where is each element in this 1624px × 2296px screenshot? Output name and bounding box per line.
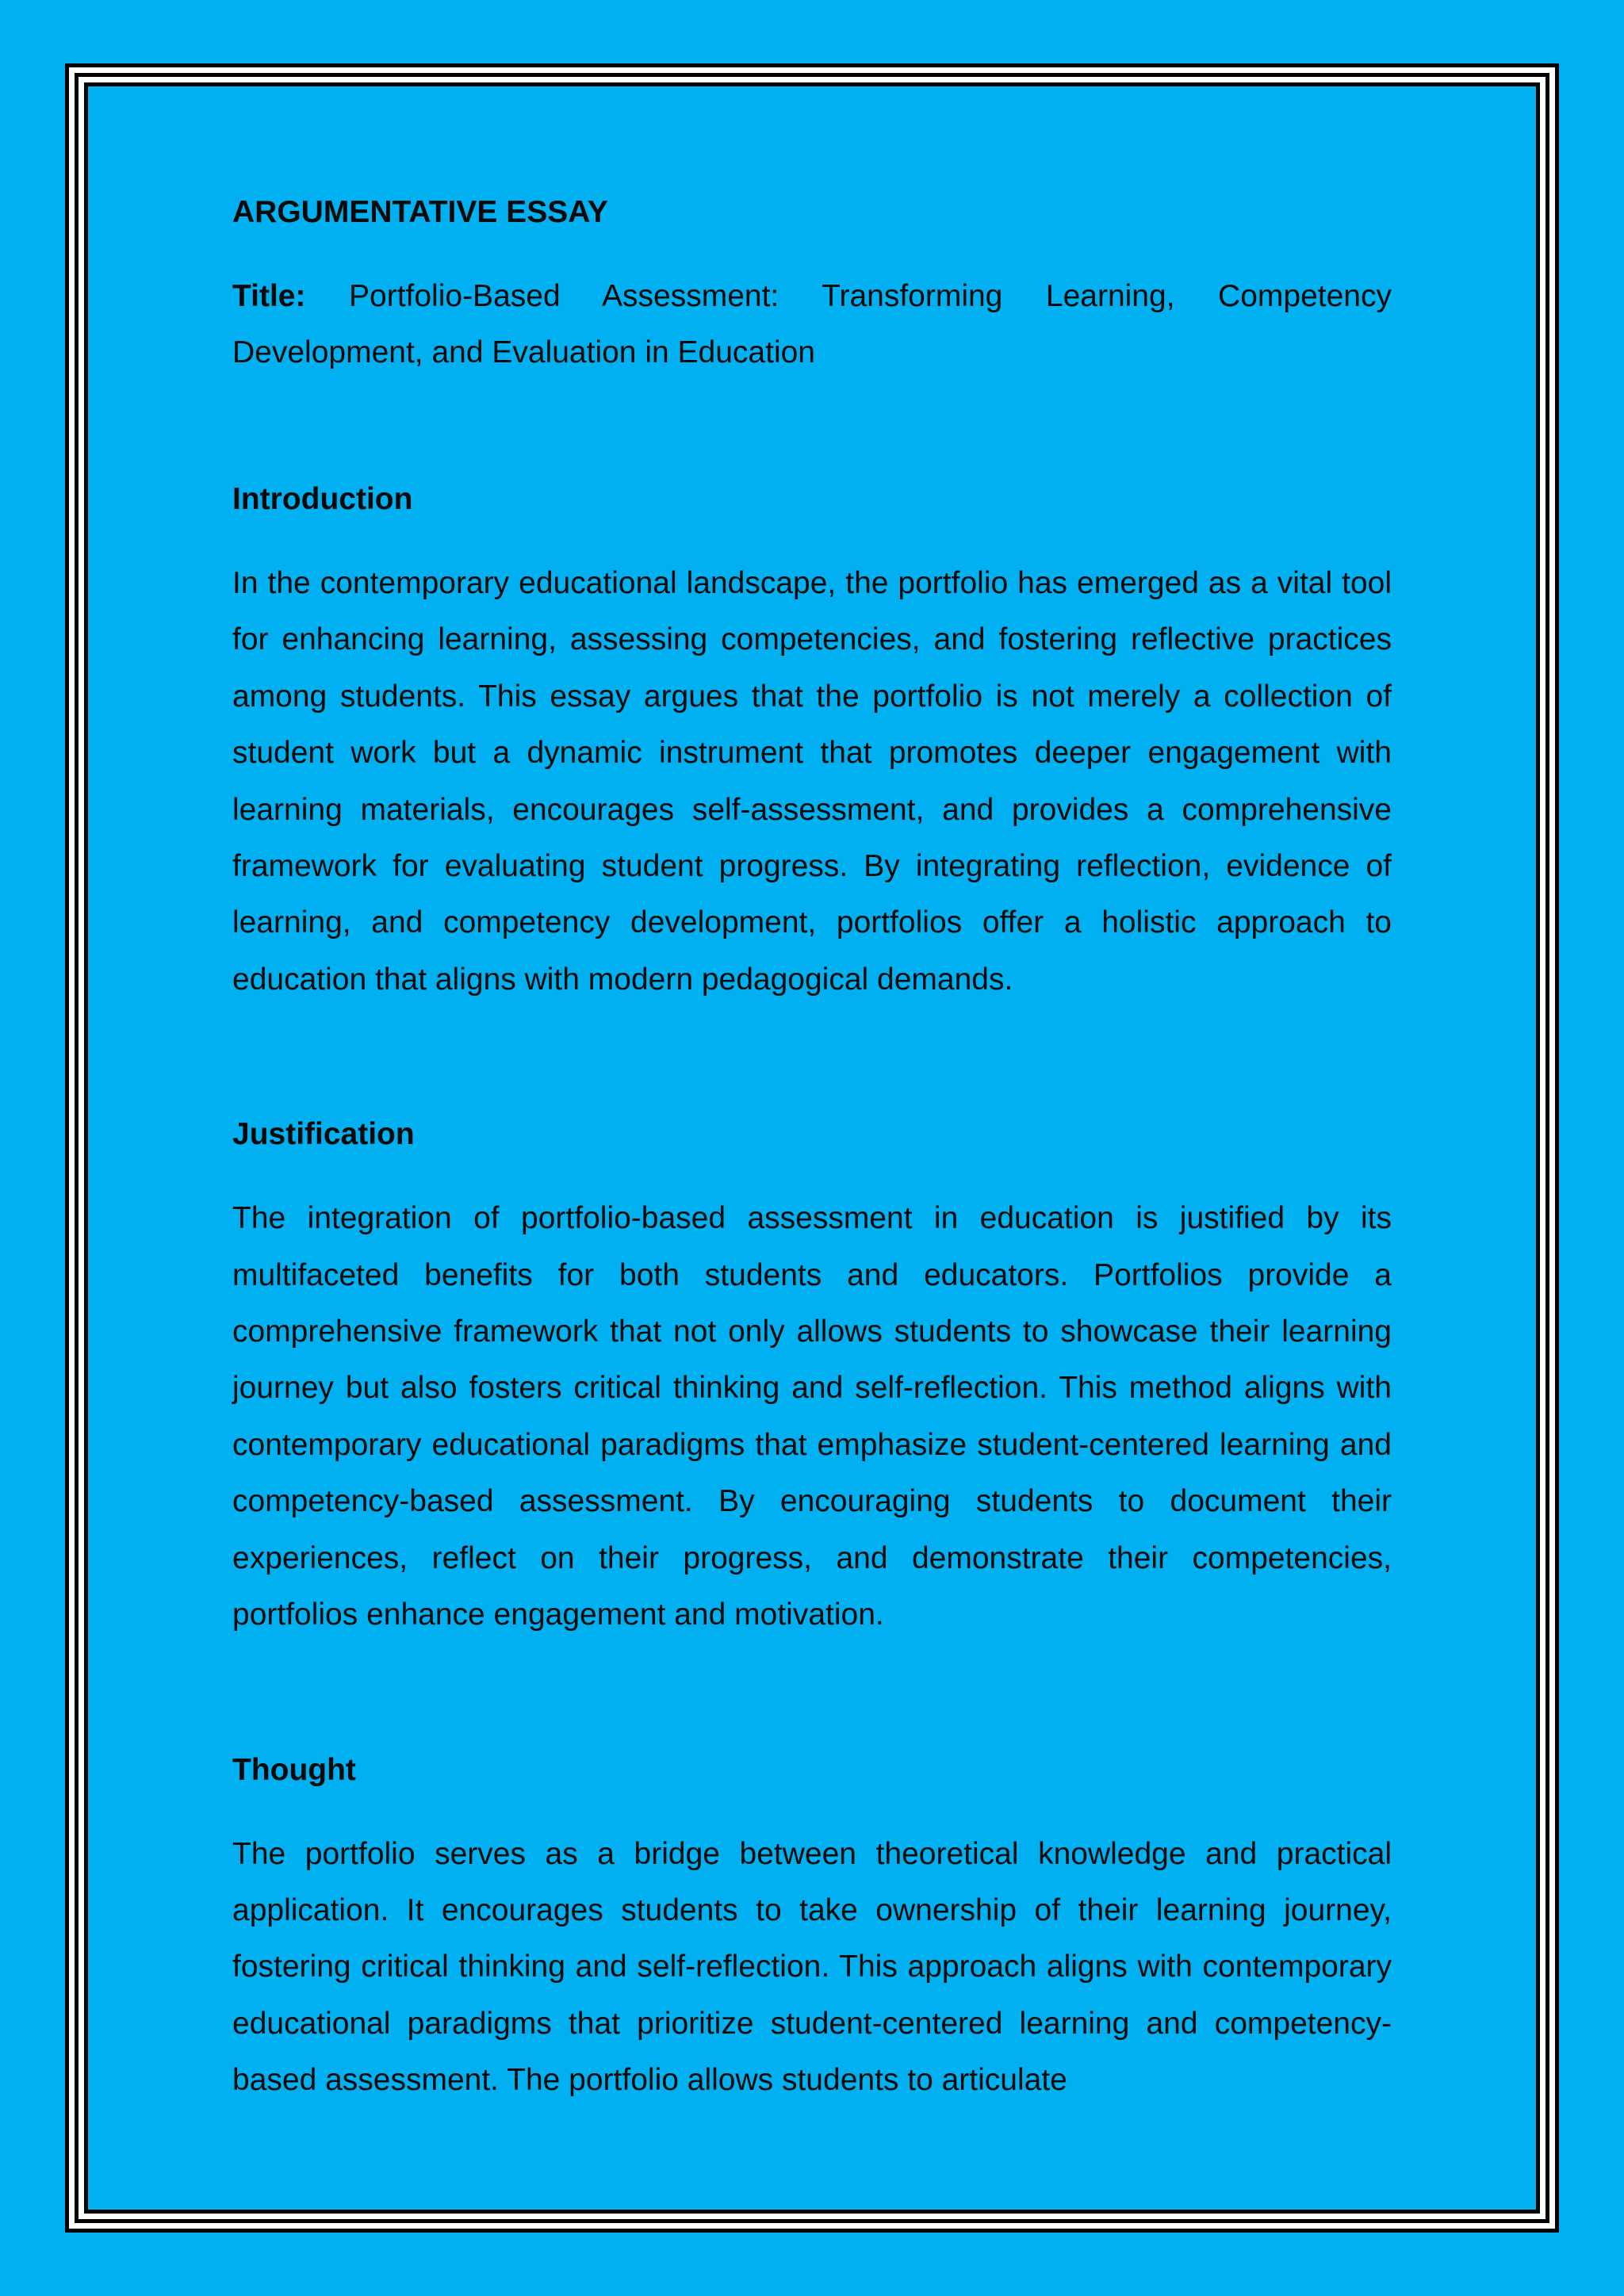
section-body: In the contemporary educational landscape, the portfolio has emerged as a vital tool for enhancing learning, assessing competencies, and fostering reflective practices among students. This essay argues that the portfolio is not merely a collection of student work but a dynamic instrument that promotes deeper engagement with learning materials, encourages self-assessment, and provides a comprehensive framework for evaluating student progress. By integrating reflection, evidence of learning, and competency development, portfolios offer a holistic approach to education that aligns with modern pedagogical demands. xyxy=(232,566,1392,997)
section-heading: Introduction xyxy=(232,482,413,516)
essay-content xyxy=(232,189,1392,2212)
document-type-label: ARGUMENTATIVE ESSAY xyxy=(232,195,608,229)
section-thought xyxy=(232,1747,1392,2109)
section-heading: Thought xyxy=(232,1752,356,1787)
section-body: The portfolio serves as a bridge between theoretical knowledge and practical application. It encourages students to take ownership of their learning journey, fostering critical thinking and self-reflection. This approach aligns with contemporary educational paradigms that prioritize student-centered learning and competency-based assessment. The portfolio allows students to articulate xyxy=(232,1836,1392,2098)
section-justification xyxy=(232,1111,1392,1643)
title-text: Portfolio-Based Assessment: Transforming Learning, Competency Development, and Evaluation in Education xyxy=(232,279,1392,369)
section-heading: Justification xyxy=(232,1117,415,1152)
section-introduction xyxy=(232,476,1392,1008)
essay-title xyxy=(232,268,1392,381)
section-body: The integration of portfolio-based assessment in education is justified by its multifaceted benefits for both students and educators. Portfolios provide a comprehensive framework that not only allows students to showcase their learning journey but also fosters critical thinking and self-reflection. This method aligns with contemporary educational paradigms that emphasize student-centered learning and competency-based assessment. By encouraging students to document their experiences, reflect on their progress, and demonstrate their competencies, portfolios enhance engagement and motivation. xyxy=(232,1201,1392,1632)
title-key: Title: xyxy=(232,279,306,313)
